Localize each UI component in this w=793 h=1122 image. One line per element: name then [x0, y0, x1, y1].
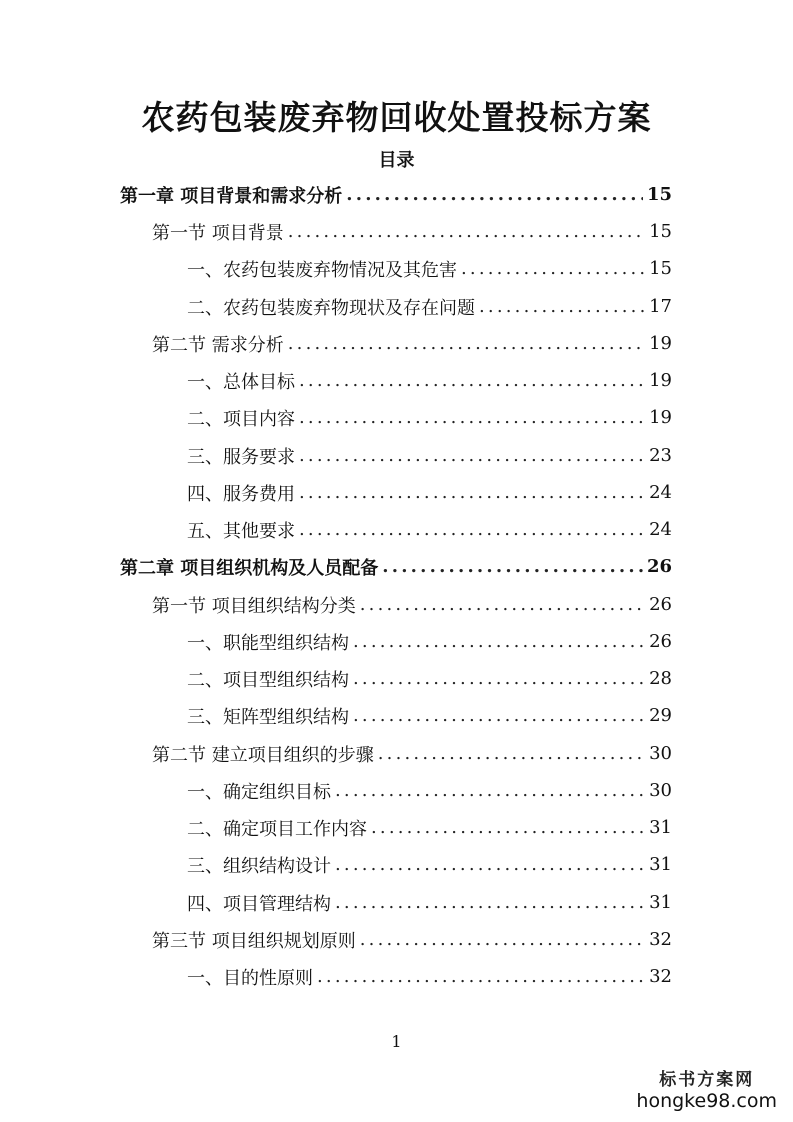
toc-label: 四、项目管理结构 — [187, 893, 331, 915]
dot-leader — [288, 333, 645, 354]
dot-leader — [360, 929, 645, 950]
toc-page: 26 — [646, 556, 672, 577]
toc-item[interactable] — [187, 399, 672, 436]
toc-label: 一、农药包装废弃物情况及其危害 — [187, 259, 457, 281]
toc-label: 三、组织结构设计 — [187, 855, 331, 877]
dot-leader — [299, 482, 645, 503]
toc-page: 15 — [649, 258, 672, 279]
dot-leader — [335, 892, 645, 913]
toc-page: 15 — [649, 221, 672, 242]
toc-section-1-2[interactable] — [152, 325, 672, 362]
toc-section-2-3[interactable] — [152, 921, 672, 958]
toc-page: 31 — [649, 817, 672, 838]
toc-page: 19 — [649, 370, 672, 391]
dot-leader — [360, 594, 645, 615]
dot-leader — [299, 407, 645, 428]
toc-item[interactable] — [187, 250, 672, 287]
toc-page: 19 — [649, 333, 672, 354]
dot-leader — [299, 445, 645, 466]
toc-page: 24 — [649, 519, 672, 540]
toc-page: 30 — [649, 780, 672, 801]
toc-item[interactable] — [187, 846, 672, 883]
toc-label: 第二节 建立项目组织的步骤 — [152, 744, 374, 766]
toc-label: 第二章 项目组织机构及人员配备 — [120, 557, 379, 579]
toc-label: 一、职能型组织结构 — [187, 632, 349, 654]
toc-item[interactable] — [187, 660, 672, 697]
toc-page: 31 — [649, 892, 672, 913]
toc-label: 第二节 需求分析 — [152, 334, 284, 356]
dot-leader — [353, 631, 645, 652]
dot-leader — [335, 780, 645, 801]
dot-leader — [353, 705, 645, 726]
toc-item[interactable] — [187, 437, 672, 474]
toc-item[interactable] — [187, 884, 672, 921]
dot-leader — [317, 966, 645, 987]
toc-page: 26 — [649, 594, 672, 615]
watermark-name: 标书方案网 — [659, 1070, 755, 1090]
toc-label: 二、确定项目工作内容 — [187, 818, 367, 840]
toc-page: 23 — [649, 445, 672, 466]
watermark-logo — [636, 1065, 777, 1112]
toc-page: 31 — [649, 854, 672, 875]
toc-label: 第一节 项目组织结构分类 — [152, 595, 356, 617]
toc-item[interactable] — [187, 958, 672, 995]
toc-label: 第三节 项目组织规划原则 — [152, 930, 356, 952]
toc-item[interactable] — [187, 288, 672, 325]
dot-leader — [382, 556, 643, 577]
toc-section-2-1[interactable] — [152, 586, 672, 623]
toc-page: 26 — [649, 631, 672, 652]
toc-label: 二、农药包装废弃物现状及存在问题 — [187, 297, 475, 319]
toc-label: 二、项目内容 — [187, 408, 295, 430]
dot-leader — [353, 668, 645, 689]
toc-page: 15 — [646, 184, 672, 205]
toc-label: 二、项目型组织结构 — [187, 669, 349, 691]
watermark-url: hongke98.com — [636, 1090, 777, 1112]
toc-heading: 目录 — [378, 150, 415, 171]
dot-leader — [288, 221, 645, 242]
dot-leader — [378, 743, 645, 764]
dot-leader — [299, 370, 645, 391]
toc-item[interactable] — [187, 362, 672, 399]
toc-item[interactable] — [187, 511, 672, 548]
toc-chapter-2[interactable] — [120, 548, 672, 585]
toc-item[interactable] — [187, 474, 672, 511]
toc-page: 17 — [649, 296, 672, 317]
toc-label: 一、总体目标 — [187, 371, 295, 393]
page-number: 1 — [391, 1032, 402, 1051]
toc-label: 一、目的性原则 — [187, 967, 313, 989]
dot-leader — [371, 817, 645, 838]
toc-item[interactable] — [187, 772, 672, 809]
toc-page: 32 — [649, 929, 672, 950]
toc-page: 30 — [649, 743, 672, 764]
dot-leader — [335, 854, 645, 875]
toc-label: 第一节 项目背景 — [152, 222, 284, 244]
document-title: 农药包装废弃物回收处置投标方案 — [141, 98, 652, 137]
toc-label: 一、确定组织目标 — [187, 781, 331, 803]
dot-leader — [299, 519, 645, 540]
toc-label: 四、服务费用 — [187, 483, 295, 505]
toc-label: 三、矩阵型组织结构 — [187, 706, 349, 728]
dot-leader — [479, 296, 645, 317]
toc-chapter-1[interactable] — [120, 176, 672, 213]
toc-page: 24 — [649, 482, 672, 503]
dot-leader — [346, 184, 643, 205]
toc-page: 29 — [649, 705, 672, 726]
toc-item[interactable] — [187, 809, 672, 846]
toc-page: 32 — [649, 966, 672, 987]
toc-item[interactable] — [187, 697, 672, 734]
toc-section-2-2[interactable] — [152, 735, 672, 772]
toc-page: 19 — [649, 407, 672, 428]
toc-label: 三、服务要求 — [187, 446, 295, 468]
toc-label: 第一章 项目背景和需求分析 — [120, 185, 343, 207]
dot-leader — [461, 258, 645, 279]
toc-label: 五、其他要求 — [187, 520, 295, 542]
toc-item[interactable] — [187, 623, 672, 660]
toc-page: 28 — [649, 668, 672, 689]
toc-section-1-1[interactable] — [152, 213, 672, 250]
